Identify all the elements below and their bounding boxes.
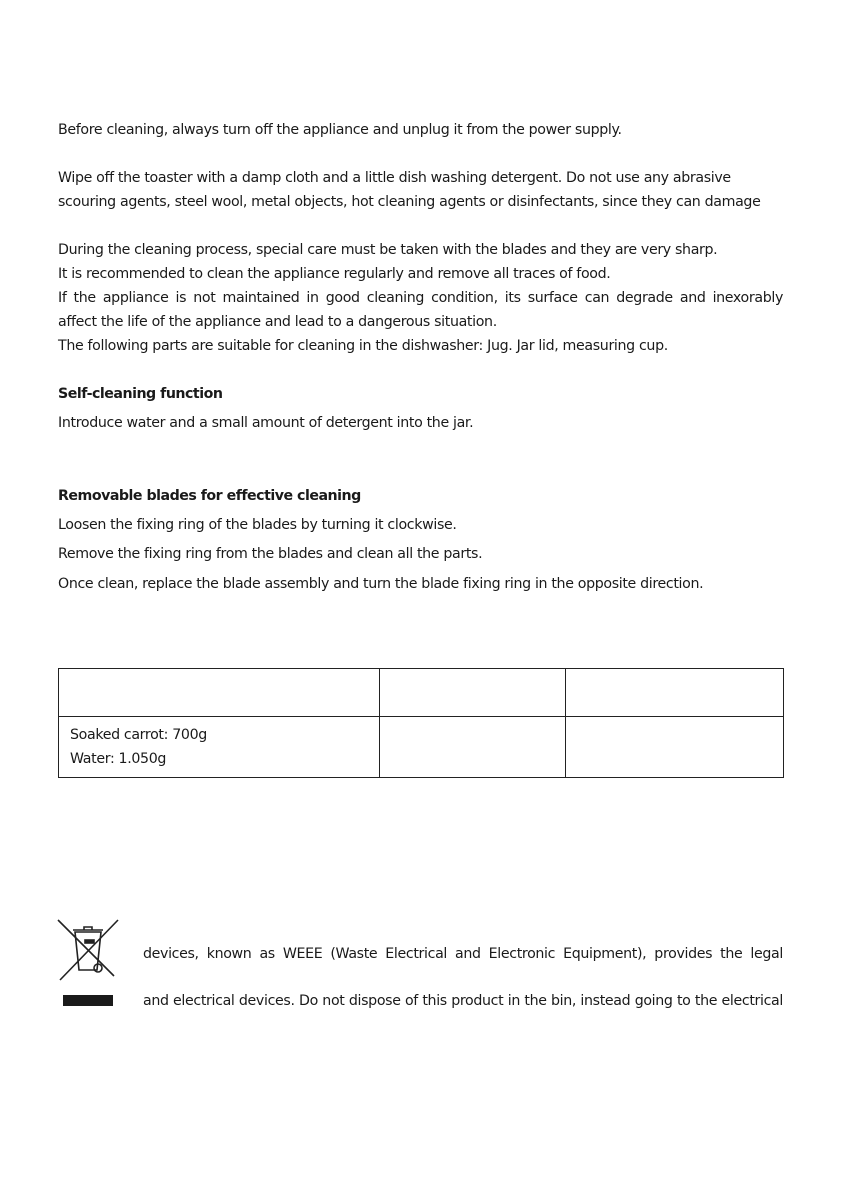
paragraph: If the appliance is not maintained in good cleaning condition, its surface can degrade and inexorably <box>58 290 783 306</box>
table-cell-text: Water: 1.050g <box>70 751 167 767</box>
step: Once clean, replace the blade assembly and turn the blade fixing ring in the opposite direction. <box>58 576 704 592</box>
paragraph: scouring agents, steel wool, metal objects, hot cleaning agents or disinfectants, since they can damage <box>58 194 761 210</box>
table-row <box>59 669 784 717</box>
paragraph: Wipe off the toaster with a damp cloth and a little dish washing detergent. Do not use any abrasive <box>58 170 731 186</box>
paragraph: affect the life of the appliance and lead to a dangerous situation. <box>58 314 497 330</box>
table-row <box>59 717 784 778</box>
weee-bar <box>63 995 113 1006</box>
paragraph: Before cleaning, always turn off the appliance and unplug it from the power supply. <box>58 122 622 138</box>
step: Remove the fixing ring from the blades and clean all the parts. <box>58 546 483 562</box>
paragraph: Introduce water and a small amount of detergent into the jar. <box>58 415 474 431</box>
paragraph: The following parts are suitable for cleaning in the dishwasher: Jug. Jar lid, measuring cup. <box>58 338 668 354</box>
test-table <box>58 668 784 778</box>
table-cell-text: Soaked carrot: 700g <box>70 727 207 743</box>
weee-crossed-bin-icon <box>56 918 120 982</box>
paragraph: During the cleaning process, special care must be taken with the blades and they are very sharp. <box>58 242 718 258</box>
section-heading: Removable blades for effective cleaning <box>58 488 361 504</box>
paragraph: devices, known as WEEE (Waste Electrical and Electronic Equipment), provides the legal <box>143 946 783 962</box>
section-heading: Self-cleaning function <box>58 386 223 402</box>
paragraph: and electrical devices. Do not dispose of this product in the bin, instead going to the electrical <box>143 993 783 1009</box>
paragraph: It is recommended to clean the appliance regularly and remove all traces of food. <box>58 266 611 282</box>
step: Loosen the fixing ring of the blades by turning it clockwise. <box>58 517 457 533</box>
